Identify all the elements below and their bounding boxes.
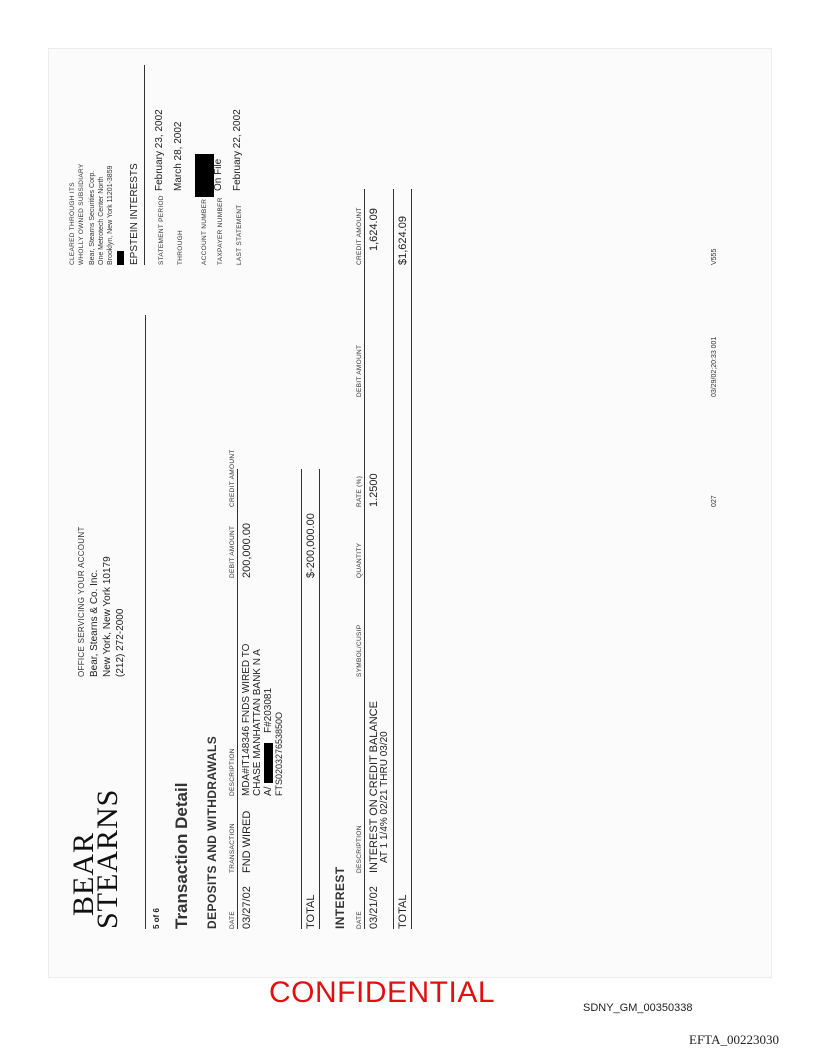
clearing-line-5: Brooklyn, New York 11201-3859: [107, 165, 114, 265]
dep-row-desc-2: CHASE MANHATTAN BANK N A: [252, 649, 263, 796]
dep-row-desc-3-suffix: F#203081: [263, 687, 274, 733]
section-title: Transaction Detail: [172, 782, 191, 929]
footer-code-2: 03/29/02;20:33 001: [711, 336, 718, 397]
last-statement-value: February 22, 2002: [232, 109, 243, 191]
dep-header-rule: [237, 469, 238, 929]
dep-row-date: 03/27/02: [241, 886, 253, 929]
dep-total-debit: $-200,000.00: [305, 513, 317, 578]
clearing-line-1: CLEARED THROUGH ITS: [69, 182, 76, 265]
clearing-line-4: One Metrotech Center North: [98, 176, 105, 265]
statement-period-label: STATEMENT PERIOD: [158, 195, 165, 265]
dep-col-debit: DEBIT AMOUNT: [229, 525, 236, 578]
dep-total-label: TOTAL: [305, 894, 317, 929]
bates-number: SDNY_GM_00350338: [583, 1002, 693, 1014]
int-total-label: TOTAL: [397, 894, 409, 929]
statement-period-value: February 23, 2002: [154, 109, 165, 191]
int-row-date: 03/21/02: [368, 886, 380, 929]
office-name: Bear, Stearns & Co. Inc.: [89, 569, 100, 677]
header-rule: [145, 315, 146, 929]
int-col-rate: RATE (%): [356, 475, 363, 507]
divider: [144, 65, 145, 265]
through-value: March 28, 2002: [173, 121, 184, 191]
efta-number: EFTA_00223030: [689, 1032, 779, 1047]
dep-col-transaction: TRANSACTION: [229, 823, 236, 873]
int-col-symbol: SYMBOL/CUSIP: [356, 624, 363, 677]
office-phone: (212) 272-2000: [115, 608, 126, 677]
footer-code-3: V555: [711, 248, 718, 265]
clearing-line-3: Bear, Stearns Securities Corp.: [89, 170, 96, 265]
int-row-rate: 1.2500: [368, 473, 380, 507]
int-col-date: DATE: [356, 910, 363, 929]
last-statement-label: LAST STATEMENT: [236, 204, 243, 265]
account-name: EPSTEIN INTERESTS: [129, 163, 140, 265]
dep-row-desc-4: FTS020327653850O: [274, 711, 284, 796]
int-col-credit: CREDIT AMOUNT: [356, 207, 363, 265]
dep-row-desc-1: MDA#IT148346 FNDS WIRED TO: [241, 643, 252, 796]
dep-col-date: DATE: [229, 910, 236, 929]
dep-total-rule: [301, 469, 302, 929]
int-col-quantity: QUANTITY: [356, 542, 363, 578]
int-col-description: DESCRIPTION: [356, 825, 363, 873]
footer-code-1: 027: [711, 495, 718, 507]
dep-row-debit: 200,000.00: [241, 522, 253, 578]
through-label: THROUGH: [177, 230, 184, 265]
account-number-label: ACCOUNT NUMBER: [201, 198, 208, 265]
logo-stearns: STEARNS: [91, 788, 124, 929]
int-col-debit: DEBIT AMOUNT: [356, 344, 363, 397]
int-total-credit: $1,624.09: [397, 216, 409, 265]
int-row-desc-2: AT 1 1/4% 02/21 THRU 03/20: [379, 731, 390, 863]
taxpayer-value: On File: [213, 158, 224, 191]
scanned-statement: [48, 48, 772, 978]
int-header-rule: [364, 189, 365, 929]
int-row-credit: 1,624.09: [368, 208, 380, 251]
int-row-desc-1: INTEREST ON CREDIT BALANCE: [368, 701, 380, 873]
redaction-box: [117, 251, 124, 265]
dep-col-description: DESCRIPTION: [229, 748, 236, 796]
dep-bottom-rule: [319, 469, 320, 929]
int-total-rule: [393, 189, 394, 929]
interest-title: INTEREST: [333, 866, 347, 929]
account-number-redaction: [195, 154, 214, 197]
dep-col-credit: CREDIT AMOUNT: [229, 449, 236, 507]
account-redaction: [264, 743, 273, 783]
page-indicator: 5 of 6: [152, 908, 161, 929]
confidential-stamp: CONFIDENTIAL: [269, 976, 496, 1009]
clearing-line-2: WHOLLY OWNED SUBSIDIARY: [78, 163, 85, 265]
office-city: New York, New York 10179: [102, 556, 113, 677]
rotated-statement-page: [49, 49, 771, 977]
dep-row-transaction: FND WIRED: [241, 810, 253, 873]
office-label: OFFICE SERVICING YOUR ACCOUNT: [77, 526, 86, 677]
taxpayer-label: TAXPAYER NUMBER: [217, 197, 224, 265]
dep-row-desc-3-prefix: A/: [263, 786, 274, 796]
int-bottom-rule: [411, 189, 412, 929]
logo-bear: BEAR: [67, 831, 100, 916]
deposits-title: DEPOSITS AND WITHDRAWALS: [205, 735, 219, 929]
